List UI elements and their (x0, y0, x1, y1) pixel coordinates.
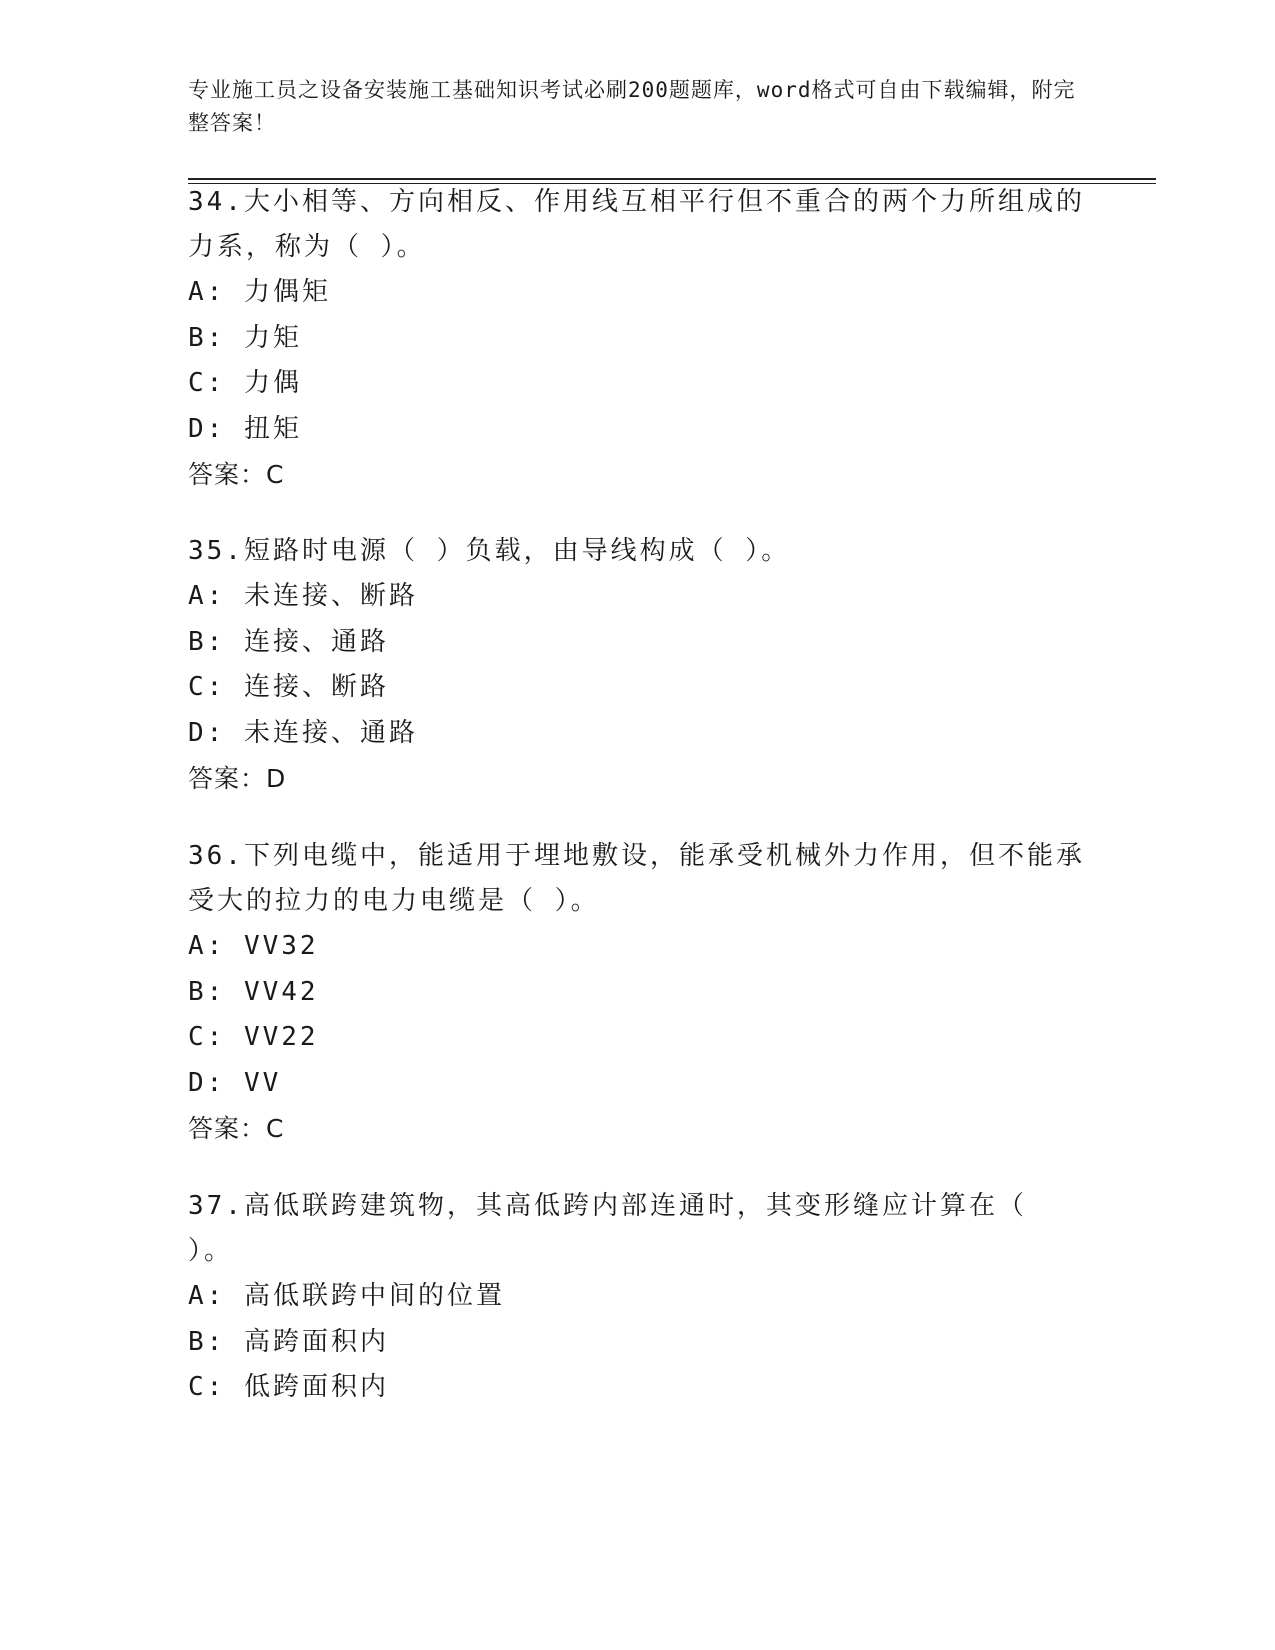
question-37 (188, 1184, 1088, 1411)
question-36 (188, 834, 1088, 1151)
option-c: C: 低跨面积内 (188, 1372, 389, 1402)
option-c: C: 连接、断路 (188, 672, 389, 702)
option-b: B: 连接、通路 (188, 626, 389, 657)
option-b: B: VV42 (188, 976, 319, 1007)
question-34 (188, 180, 1088, 497)
option-a: A: 未连接、断路 (188, 581, 418, 611)
option-b: B: 高跨面积内 (188, 1326, 389, 1357)
question-stem: 36.下列电缆中，能适用于埋地敷设，能承受机械外力作用，但不能承受大的拉力的电力电缆是（ ）。 (188, 841, 1085, 916)
option-d: D: VV (188, 1067, 282, 1098)
option-d: D: 扭矩 (188, 413, 302, 444)
question-stem: 37.高低联跨建筑物，其高低跨内部连通时，其变形缝应计算在（ ）。 (188, 1191, 1027, 1266)
answer: 答案：D (188, 764, 287, 793)
option-a: A: 力偶矩 (188, 277, 331, 307)
question-stem: 35.短路时电源（ ）负载，由导线构成（ ）。 (188, 536, 791, 566)
option-b: B: 力矩 (188, 322, 302, 353)
option-c: C: VV22 (188, 1022, 319, 1052)
question-35 (188, 529, 1088, 801)
option-a: A: VV32 (188, 931, 319, 961)
option-d: D: 未连接、通路 (188, 717, 418, 748)
question-stem: 34.大小相等、方向相反、作用线互相平行但不重合的两个力所组成的力系，称为（ ）。 (188, 187, 1085, 262)
answer: 答案：C (188, 1114, 285, 1143)
answer: 答案：C (188, 460, 285, 489)
option-c: C: 力偶 (188, 368, 302, 398)
document-header: 专业施工员之设备安装施工基础知识考试必刷200题题库，word格式可自由下载编辑，附完整答案！ (188, 78, 1076, 135)
option-a: A: 高低联跨中间的位置 (188, 1281, 505, 1311)
